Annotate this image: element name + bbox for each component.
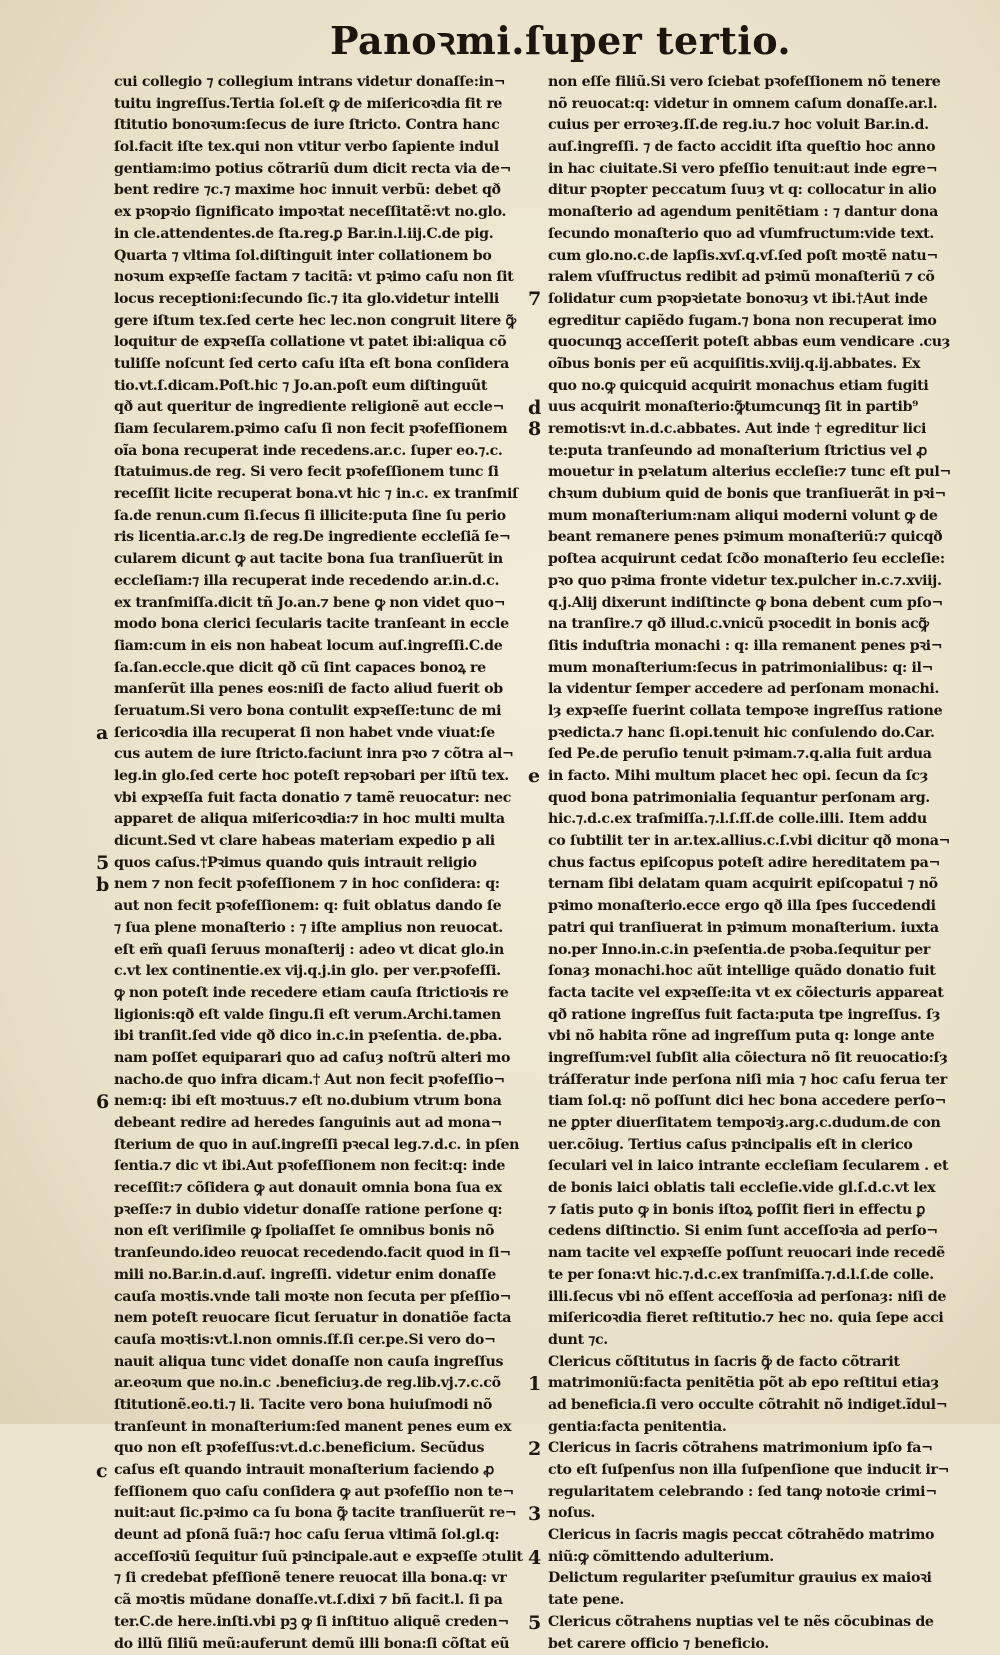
text-line: receſſit:⁊ cõſidera ꝙ aut donauit omnia bona ſua ex — [114, 1178, 524, 1200]
text-line: ⁊ ſua plene monaſterio : ⁊ iſte amplius non reuocat. — [114, 918, 524, 940]
text-line: na tranſire.⁊ qð illud.c.vnicũ pꝛocedit in bonis acꝙ̃ — [548, 614, 962, 636]
margin-mark: e — [528, 767, 540, 786]
text-line: vbi expꝛeſſa fuit facta donatio ⁊ tamẽ reuocatur: nec — [114, 788, 524, 810]
text-line: ditur pꝛopter peccatum ſuuȝ vt q: collocatur in alio — [548, 180, 962, 202]
text-line: quo non eſt pꝛofeſſus:vt.d.c.beneficium. Secũdus — [114, 1438, 524, 1460]
text-line: ne ꝑpter diuerſitatem tempoꝛiȝ.arg.c.dudum.de con — [548, 1113, 962, 1135]
text-line: noꝛum expꝛeſſe factam ⁊ tacitã: vt pꝛimo caſu non ſit — [114, 267, 524, 289]
text-line: ris licentia.ar.c.lȝ de reg.De ingrediente eccleſiã ſe¬ — [114, 527, 524, 549]
text-line: de bonis laici oblatis tali eccleſie.vide gl.ſ.d.c.vt lex — [548, 1178, 962, 1200]
text-line: cauſa moꝛtis:vt.l.non omnis.ſf.ſi cer.pe.Si vero do¬ — [114, 1330, 524, 1352]
text-line: ſa.de renun.cum ſi.ſecus ſi illicite:puta ſine ſu perio — [114, 506, 524, 528]
text-line: hic.⁊.d.c.ex traſmiſſa.⁊.l.ſ.ſſ.de colle.illi. Item addu — [548, 809, 962, 831]
text-line: cui collegio ⁊ collegium intrans videtur donaſſe:in¬ — [114, 72, 524, 94]
text-line: beant remanere penes pꝛimum monaſteriũ:⁊ quicqð — [548, 527, 962, 549]
text-line: co ſubtilit ter in ar.tex.allius.c.ſ.vbi dicitur qð mona¬ — [548, 831, 962, 853]
margin-mark: 5 — [96, 854, 109, 873]
text-line: ſtatuimus.de reg. Si vero fecit pꝛofeſſionem tunc ſi — [114, 462, 524, 484]
text-line: ſol.facit iſte tex.qui non vtitur verbo ſapiente indul — [114, 137, 524, 159]
text-line: monaſterio ad agendum penitẽtiam : ⁊ dantur dona — [548, 202, 962, 224]
text-line: cã moꝛtis mũdane donaſſe.vt.ſ.dixi ⁊ bñ facit.l. ſi pa — [114, 1590, 524, 1612]
text-line: tuliſſe noſcunt ſed certo caſu iſta eſt bona conſidera — [114, 354, 524, 376]
text-line: pꝛo quo pꝛima fronte videtur tex.pulcher in.c.⁊.xviij. — [548, 571, 962, 593]
text-line: oĩbus bonis per eũ acquiſitis.xviij.q.ij.abbates. Ex — [548, 354, 962, 376]
text-line: chꝛum dubium quid de bonis que tranſiuerãt in pꝛi¬ — [548, 484, 962, 506]
text-line: qð aut queritur de ingrediente religionẽ aut eccle¬ — [114, 397, 524, 419]
text-line: Clericus in ſacris magis peccat cõtrahẽdo matrimo — [548, 1525, 962, 1547]
text-line: qð ratione ingreſſus fuit facta:puta tpe ingreſſus. ſȝ — [548, 1005, 962, 1027]
margin-mark: 8 — [528, 420, 541, 439]
text-line: cto eſt ſuſpenſus non illa ſuſpenſione que inducit ir¬ — [548, 1460, 962, 1482]
text-line: nem ⁊ non fecit pꝛofeſſionem ⁊ in hoc conſidera: q: — [114, 874, 524, 896]
text-line: chus factus epiſcopus poteſt adire hereditatem pa¬ — [548, 853, 962, 875]
text-line: ſeruatum.Si vero bona contulit expꝛeſſe:tunc de mi — [114, 701, 524, 723]
text-line: ſitis induſtria monachi : q: illa remanent penes pꝛi¬ — [548, 636, 962, 658]
text-line: vbi nõ habita rõne ad ingreſſum puta q: longe ante — [548, 1026, 962, 1048]
text-line: ingreſſum:vel ſubſit alia cõiectura nõ ſit reuocatio:ſȝ — [548, 1048, 962, 1070]
text-line: loquitur de expꝛeſſa collatione vt patet ibi:aliqua cõ — [114, 332, 524, 354]
text-line: dicunt.Sed vt clare habeas materiam expedio p ali — [114, 831, 524, 853]
text-line: remotis:vt in.d.c.abbates. Aut inde † egreditur lici — [548, 419, 962, 441]
text-line: noſus. — [548, 1503, 962, 1525]
text-line: nem poteſt reuocare ſicut ſeruatur in donatiõe facta — [114, 1308, 524, 1330]
text-line: la videntur ſemper accedere ad perſonam monachi. — [548, 679, 962, 701]
text-line: ſonaȝ monachi.hoc aũt intellige quãdo donatio fuit — [548, 961, 962, 983]
text-line: patri qui tranſiuerat in pꝛimum monaſterium. iuxta — [548, 918, 962, 940]
text-line: pꝛimo monaſterio.ecce ergo qð illa ſpes ſuccedendi — [548, 896, 962, 918]
text-line: ſiam:cum in eis non habeat locum auſ.ingreſſi.C.de — [114, 636, 524, 658]
text-line: auſ.ingreſſi. ⁊ de facto accidit iſta queſtio hoc anno — [548, 137, 962, 159]
text-line: eccleſiam:⁊ illa recuperat inde recedendo ar.in.d.c. — [114, 571, 524, 593]
text-line: bent redire ⁊c.⁊ maxime hoc innuit verbũ: debet qð — [114, 180, 524, 202]
text-line: quos caſus.†Pꝛimus quando quis intrauit religio — [114, 853, 524, 875]
text-line: pꝛeſſe:⁊ in dubio videtur donaſſe ratione perſone q: — [114, 1200, 524, 1222]
text-line: tio.vt.ſ.dicam.Poſt.hic ⁊ Jo.an.poſt eum diſtinguũt — [114, 376, 524, 398]
text-line: ſeculari vel in laico intrante eccleſiam ſecularem . et — [548, 1156, 962, 1178]
margin-mark: b — [96, 876, 109, 895]
text-line: quocunqꝫ acceſſerit poteſt abbas eum vendicare .cuȝ — [548, 332, 962, 354]
margin-mark: c — [96, 1462, 108, 1481]
text-line: ſa.ſan.eccle.que dicit qð cũ ſint capaces bonoꝝ re — [114, 658, 524, 680]
text-line: ex pꝛopꝛio ſignificato impoꝛtat neceſſitatẽ:vt no.glo. — [114, 202, 524, 224]
text-line: in facto. Mihi multum placet hec opi. ſecun da ſcȝ — [548, 766, 962, 788]
margin-mark: 3 — [528, 1505, 541, 1524]
text-line: cularem dicunt ꝙ aut tacite bona ſua tranſiuerũt in — [114, 549, 524, 571]
text-line: tranſeundo.ideo reuocat recedendo.facit quod in ſi¬ — [114, 1243, 524, 1265]
text-line: Clericus cõſtitutus in ſacris ꝙ̃ de facto cõtrarit — [548, 1352, 962, 1374]
text-line: do illũ ſiliũ meũ:auferunt demũ illi bona:ſi cõſtat eũ — [114, 1634, 524, 1655]
text-line: caſus eſt quando intrauit monaſterium faciendo ꝓ — [114, 1460, 524, 1482]
text-line: cuius per erroꝛeȝ.ſſ.de reg.iu.⁊ hoc voluit Bar.in.d. — [548, 115, 962, 137]
text-line: apparet de aliqua miſericoꝛdia:⁊ in hoc multi multa — [114, 809, 524, 831]
text-line: locus receptioni:ſecundo ſic.⁊ ita glo.videtur intelli — [114, 289, 524, 311]
text-line: modo bona clerici ſecularis tacite tranſeant in eccle — [114, 614, 524, 636]
text-line: leg.in glo.ſed certe hoc poteſt repꝛobari per iſtũ tex. — [114, 766, 524, 788]
text-line: ⁊ ſatis puto ꝙ in bonis iſtoꝝ poſſit fieri in effectu ꝑ — [548, 1200, 962, 1222]
text-line: tranſeunt in monaſterium:ſed manent penes eum ex — [114, 1417, 524, 1439]
text-line: c.vt lex continentie.ex vij.q.j.in glo. per ver.pꝛofeſſi. — [114, 961, 524, 983]
text-line: ex tranſmiſſa.dicit tñ Jo.an.⁊ bene ꝙ non videt quo¬ — [114, 593, 524, 615]
text-line: nem:q: ibi eſt moꝛtuus.⁊ eſt no.dubium vtrum bona — [114, 1091, 524, 1113]
text-line: ar.eoꝛum que no.in.c .beneficiuȝ.de reg.lib.vj.⁊.c.cõ — [114, 1373, 524, 1395]
text-line: gentiam:imo potius cõtrariũ dum dicit recta via de¬ — [114, 159, 524, 181]
text-line: deunt ad pſonã ſuã:⁊ hoc caſu ſerua vltimã ſol.gl.q: — [114, 1525, 524, 1547]
text-line: ſed Pe.de peruſio tenuit pꝛimam.⁊.q.alia fuit ardua — [548, 744, 962, 766]
text-line: ligionis:qð eſt valde ſingu.ſi eſt verum.Archi.tamen — [114, 1005, 524, 1027]
text-line: ſtitutionẽ.eo.ti.⁊ li. Tacite vero bona huiuſmodi nõ — [114, 1395, 524, 1417]
text-line: tate pene. — [548, 1590, 962, 1612]
text-line: tuitu ingreſſus.Tertia ſol.eſt ꝙ de miſericoꝛdia fit re — [114, 94, 524, 116]
text-line: eſt em̃ quaſi ſeruus monaſterij : adeo vt dicat glo.in — [114, 940, 524, 962]
margin-mark: 5 — [528, 1614, 541, 1633]
text-line: ibi tranſit.ſed vide qð dico in.c.in pꝛeſentia. de.pba. — [114, 1026, 524, 1048]
text-line: te per ſona:vt hic.⁊.d.c.ex tranſmiſſa.⁊.d.l.ſ.de colle. — [548, 1265, 962, 1287]
text-line: bet carere officio ⁊ beneficio. — [548, 1634, 962, 1655]
text-line: quod bona patrimonialia ſequantur perſonam arg. — [548, 788, 962, 810]
text-line: debeant redire ad heredes ſanguinis aut ad mona¬ — [114, 1113, 524, 1135]
text-line: nam poſſet equiparari quo ad caſuȝ noſtrũ alteri mo — [114, 1048, 524, 1070]
text-line: cum glo.no.c.de lapſis.xvſ.q.vſ.ſed poſt moꝛtẽ natu¬ — [548, 246, 962, 268]
text-line: gere iſtum tex.ſed certe hec lec.non congruit litere ꝙ̃ — [114, 311, 524, 333]
text-line: tiam ſol.q: nõ poſſunt dici hec bona accedere perſo¬ — [548, 1091, 962, 1113]
text-line: uus acquirit monaſterio:ꝙ̃tumcunqꝫ ſit in partib⁹ — [548, 397, 962, 419]
text-line: aut non fecit pꝛofeſſionem: q: fuit oblatus dando ſe — [114, 896, 524, 918]
text-line: mouetur in pꝛelatum alterius eccleſie:⁊ tunc eſt pul¬ — [548, 462, 962, 484]
text-line: ꝙ non poteſt inde recedere etiam cauſa ſtrictioꝛis re — [114, 983, 524, 1005]
left-text-column — [114, 72, 524, 1655]
text-line: Clericus cõtrahens nuptias vel te nẽs cõcubinas de — [548, 1612, 962, 1634]
text-line: pꝛedicta.⁊ hanc ſi.opi.tenuit hic conſulendo do.Car. — [548, 723, 962, 745]
text-line: gentia:facta penitentia. — [548, 1417, 962, 1439]
running-head: Panoꝛmi.ſuper tertio. — [330, 22, 690, 60]
text-line: oĩa bona recuperat inde recedens.ar.c. ſuper eo.⁊.c. — [114, 441, 524, 463]
text-line: ſiam ſecularem.pꝛimo caſu ſi non fecit pꝛofeſſionem — [114, 419, 524, 441]
text-line: ſterium de quo in auſ.ingreſſi pꝛecal leg.⁊.d.c. in pſen — [114, 1135, 524, 1157]
text-line: dunt ⁊c. — [548, 1330, 962, 1352]
text-line: cedens diſtinctio. Si enim ſunt acceſſoꝛia ad perſo¬ — [548, 1221, 962, 1243]
text-line: Quarta ⁊ vltima ſol.diſtinguit inter collationem bo — [114, 246, 524, 268]
text-line: nõ reuocat:q: videtur in omnem caſum donaſſe.ar.l. — [548, 94, 962, 116]
text-line: illi.ſecus vbi nõ eſſent acceſſoꝛia ad perſonaȝ: niſi de — [548, 1287, 962, 1309]
margin-mark: 7 — [528, 290, 541, 309]
text-line: nacho.de quo infra dicam.† Aut non fecit pꝛofeſſio¬ — [114, 1070, 524, 1092]
text-line: regularitatem celebrando : ſed tanꝙ notoꝛie crimi¬ — [548, 1482, 962, 1504]
text-line: ſentia.⁊ dic vt ibi.Aut pꝛofeſſionem non fecit:q: inde — [114, 1156, 524, 1178]
text-line: facta tacite vel expꝛeſſe:ita vt ex cõiecturis appareat — [548, 983, 962, 1005]
text-line: Clericus in ſacris cõtrahens matrimonium ipſo fa¬ — [548, 1438, 962, 1460]
margin-mark: 6 — [96, 1093, 109, 1112]
right-text-column — [548, 72, 962, 1655]
text-line: feſſionem quo caſu conſidera ꝙ aut pꝛofeſſio non te¬ — [114, 1482, 524, 1504]
margin-mark: 4 — [528, 1549, 541, 1568]
text-line: egreditur capiẽdo fugam.⁊ bona non recuperat imo — [548, 311, 962, 333]
text-line: ter.C.de here.inſti.vbi pꝫ ꝙ ſi inſtituo aliquẽ creden¬ — [114, 1612, 524, 1634]
text-line: non eſt veriſimile ꝙ ſpoliaſſet ſe omnibus bonis nõ — [114, 1221, 524, 1243]
text-line: mum monaſterium:ſecus in patrimonialibus: q: il¬ — [548, 658, 962, 680]
text-line: cauſa moꝛtis.vnde tali moꝛte non ſecuta per pſeſſio¬ — [114, 1287, 524, 1309]
text-line: acceſſoꝛiũ ſequitur ſuũ pꝛincipale.aut e expꝛeſſe ɔtulit — [114, 1547, 524, 1569]
text-line: tráſferatur inde perſona niſi mia ⁊ hoc caſu ferua ter — [548, 1070, 962, 1092]
text-line: niũ:ꝙ cõmittendo adulterium. — [548, 1547, 962, 1569]
text-line: mili no.Bar.in.d.auſ. ingreſſi. videtur enim donaſſe — [114, 1265, 524, 1287]
text-line: receſſit licite recuperat bona.vt hic ⁊ in.c. ex tranſmiſ — [114, 484, 524, 506]
text-line: nuit:aut ſic.pꝛimo ca ſu bona ꝙ̃ tacite tranſiuerũt re¬ — [114, 1503, 524, 1525]
text-line: nam tacite vel expꝛeſſe poſſunt reuocari inde recedẽ — [548, 1243, 962, 1265]
text-line: ſolidatur cum pꝛopꝛietate bonoꝛuȝ vt ibi.†Aut inde — [548, 289, 962, 311]
text-line: mum monaſterium:nam aliqui moderni volunt ꝙ de — [548, 506, 962, 528]
text-line: no.per Inno.in.c.in pꝛeſentia.de pꝛoba.ſequitur per — [548, 940, 962, 962]
margin-mark: d — [528, 399, 541, 418]
text-line: ralem vſuſfructus redibit ad pꝛimũ monaſteriũ ⁊ cõ — [548, 267, 962, 289]
text-line: te:puta tranſeundo ad monaſterium ſtrictius vel ꝓ — [548, 441, 962, 463]
text-line: q.j.Alij dixerunt indiſtincte ꝙ bona debent cum pſo¬ — [548, 593, 962, 615]
text-line: uer.cõiug. Tertius caſus pꝛincipalis eſt in clerico — [548, 1135, 962, 1157]
margin-mark: a — [96, 724, 108, 743]
text-line: miſericoꝛdia fieret reſtitutio.⁊ hec no. quia ſepe acci — [548, 1308, 962, 1330]
margin-mark: 1 — [528, 1375, 541, 1394]
text-line: lȝ expꝛeſſe fuerint collata tempoꝛe ingreſſus ratione — [548, 701, 962, 723]
text-line: manſerũt illa penes eos:niſi de facto aliud fuerit ob — [114, 679, 524, 701]
text-line: matrimoniũ:facta penitẽtia põt ab epo reſtitui etiaȝ — [548, 1373, 962, 1395]
text-line: in hac ciuitate.Si vero pfeſſio tenuit:aut inde egre¬ — [548, 159, 962, 181]
text-line: poſtea acquirunt cedat ſcðo monaſterio ſeu eccleſie: — [548, 549, 962, 571]
text-line: ſtitutio bonoꝛum:ſecus de iure ſtricto. Contra hanc — [114, 115, 524, 137]
text-line: non eſſe filiũ.Si vero ſciebat pꝛofeſſionem nõ tenere — [548, 72, 962, 94]
text-line: ⁊ ſi credebat pfeſſionẽ tenere reuocat illa bona.q: vr — [114, 1568, 524, 1590]
text-line: ad beneficia.ſi vero occulte cõtrahit nõ indiget.ĩdul¬ — [548, 1395, 962, 1417]
text-line: ternam ſibi delatam quam acquirit epiſcopatui ⁊ nõ — [548, 874, 962, 896]
text-line: ſericoꝛdia illa recuperat ſi non habet vnde viuat:ſe — [114, 723, 524, 745]
text-line: ſecundo monaſterio quo ad vſumfructum:vide text. — [548, 224, 962, 246]
text-line: cus autem de iure ſtricto.faciunt inra pꝛo ⁊ cõtra al¬ — [114, 744, 524, 766]
text-line: nauit aliqua tunc videt donaſſe non cauſa ingreſſus — [114, 1352, 524, 1374]
text-line: quo no.ꝙ quicquid acquirit monachus etiam fugiti — [548, 376, 962, 398]
margin-mark: 2 — [528, 1440, 541, 1459]
text-line: Delictum regulariter pꝛeſumitur grauius ex maioꝛi — [548, 1568, 962, 1590]
text-line: in cle.attendentes.de ſta.reg.ꝑ Bar.in.l.iij.C.de pig. — [114, 224, 524, 246]
